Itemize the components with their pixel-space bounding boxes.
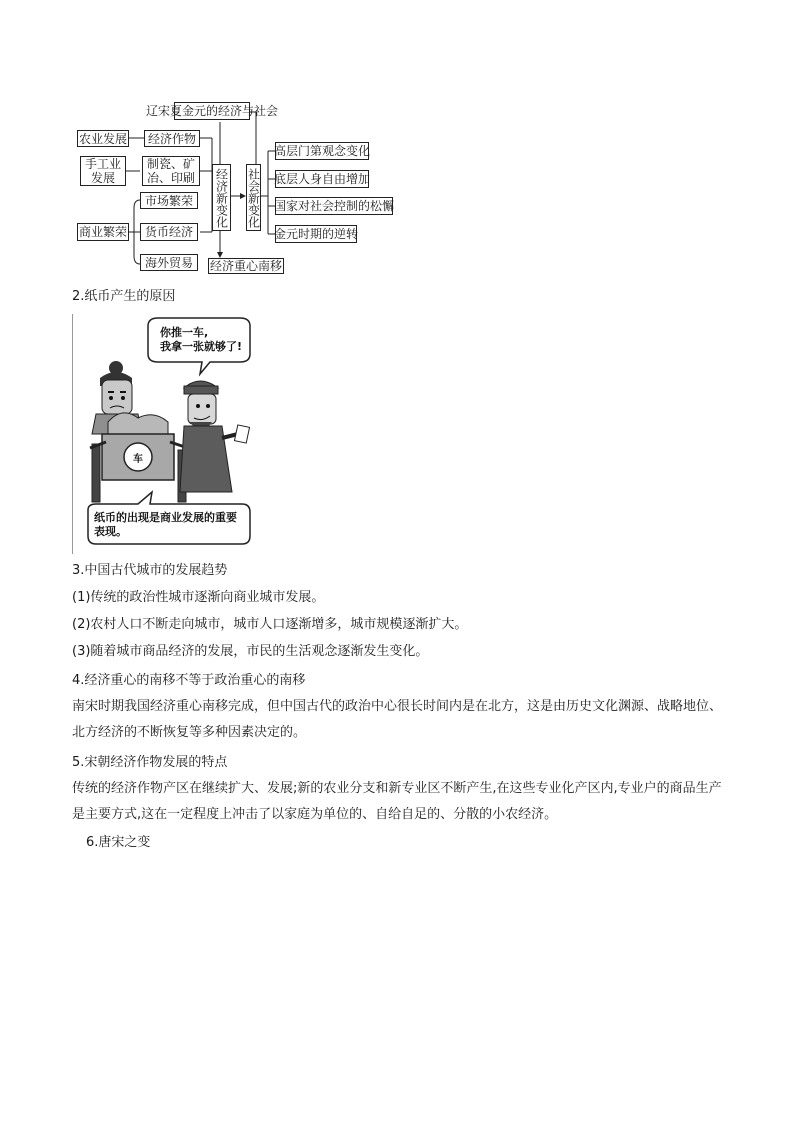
social-item-box: 高层门第观念变化 [274, 144, 371, 158]
concept-diagram [70, 96, 400, 276]
market-box: 市场繁荣 [140, 192, 198, 209]
section-heading: 3.中国古代城市的发展趋势 [72, 563, 228, 578]
currency-box: 货币经济 [140, 223, 198, 241]
section-body: 南宋时期我国经济重心南移完成，但中国古代的政治中心很长时间内是在北方，这是由历史文化渊源、战略地位、北方经济的不断恢复等多种因素决定的。 [72, 699, 723, 740]
section-heading: 6.唐宋之变 [86, 835, 151, 850]
list-item: (2)农村人口不断走向城市，城市人口逐渐增多，城市规模逐渐扩大。 [72, 617, 468, 632]
speech-bubble-top: 你推一车, 我拿一张就够了! [160, 326, 243, 353]
craft-items-box: 制瓷、矿 冶、印刷 [142, 156, 200, 186]
section-heading: 4.经济重心的南移不等于政治重心的南移 [72, 673, 306, 688]
econ-shift-box: 经济重心南移 [209, 259, 282, 273]
section-heading: 5.宋朝经济作物发展的特点 [72, 755, 228, 770]
section-heading: 2.纸币产生的原因 [72, 289, 176, 304]
social-item-box: 国家对社会控制的松懈 [274, 199, 395, 213]
paper-money-cartoon [72, 314, 260, 554]
speech-bubble-bottom: 纸币的出现是商业发展的重要 表现。 [94, 511, 237, 538]
econ-change-box: 经济新变化 [212, 164, 231, 231]
diagram-title-box: 辽宋夏金元的经济与社会 [146, 104, 279, 118]
social-item-box: 底层人身自由增加 [274, 172, 371, 186]
list-item: (3)随着城市商品经济的发展，市民的生活观念逐渐发生变化。 [72, 644, 429, 659]
commerce-label-box: 商业繁荣 [78, 225, 127, 239]
social-change-box: 社会新变化 [246, 164, 261, 231]
section-body: 传统的经济作物产区在继续扩大、发展;新的农业分支和新专业区不断产生,在这些专业化产区内,专业户的商品生产是主要方式,这在一定程度上冲击了以家庭为单位的、自给自足的、分散的小农经济。 [72, 781, 722, 822]
overseas-box: 海外贸易 [140, 254, 198, 271]
list-item: (1)传统的政治性城市逐渐向商业城市发展。 [72, 590, 325, 605]
cart-label: 车 [133, 454, 143, 465]
agri-label-box: 农业发展 [78, 131, 127, 146]
crops-box: 经济作物 [144, 130, 200, 147]
social-item-box: 金元时期的逆转 [274, 227, 359, 241]
craft-label-box: 手工业 发展 [80, 156, 126, 186]
